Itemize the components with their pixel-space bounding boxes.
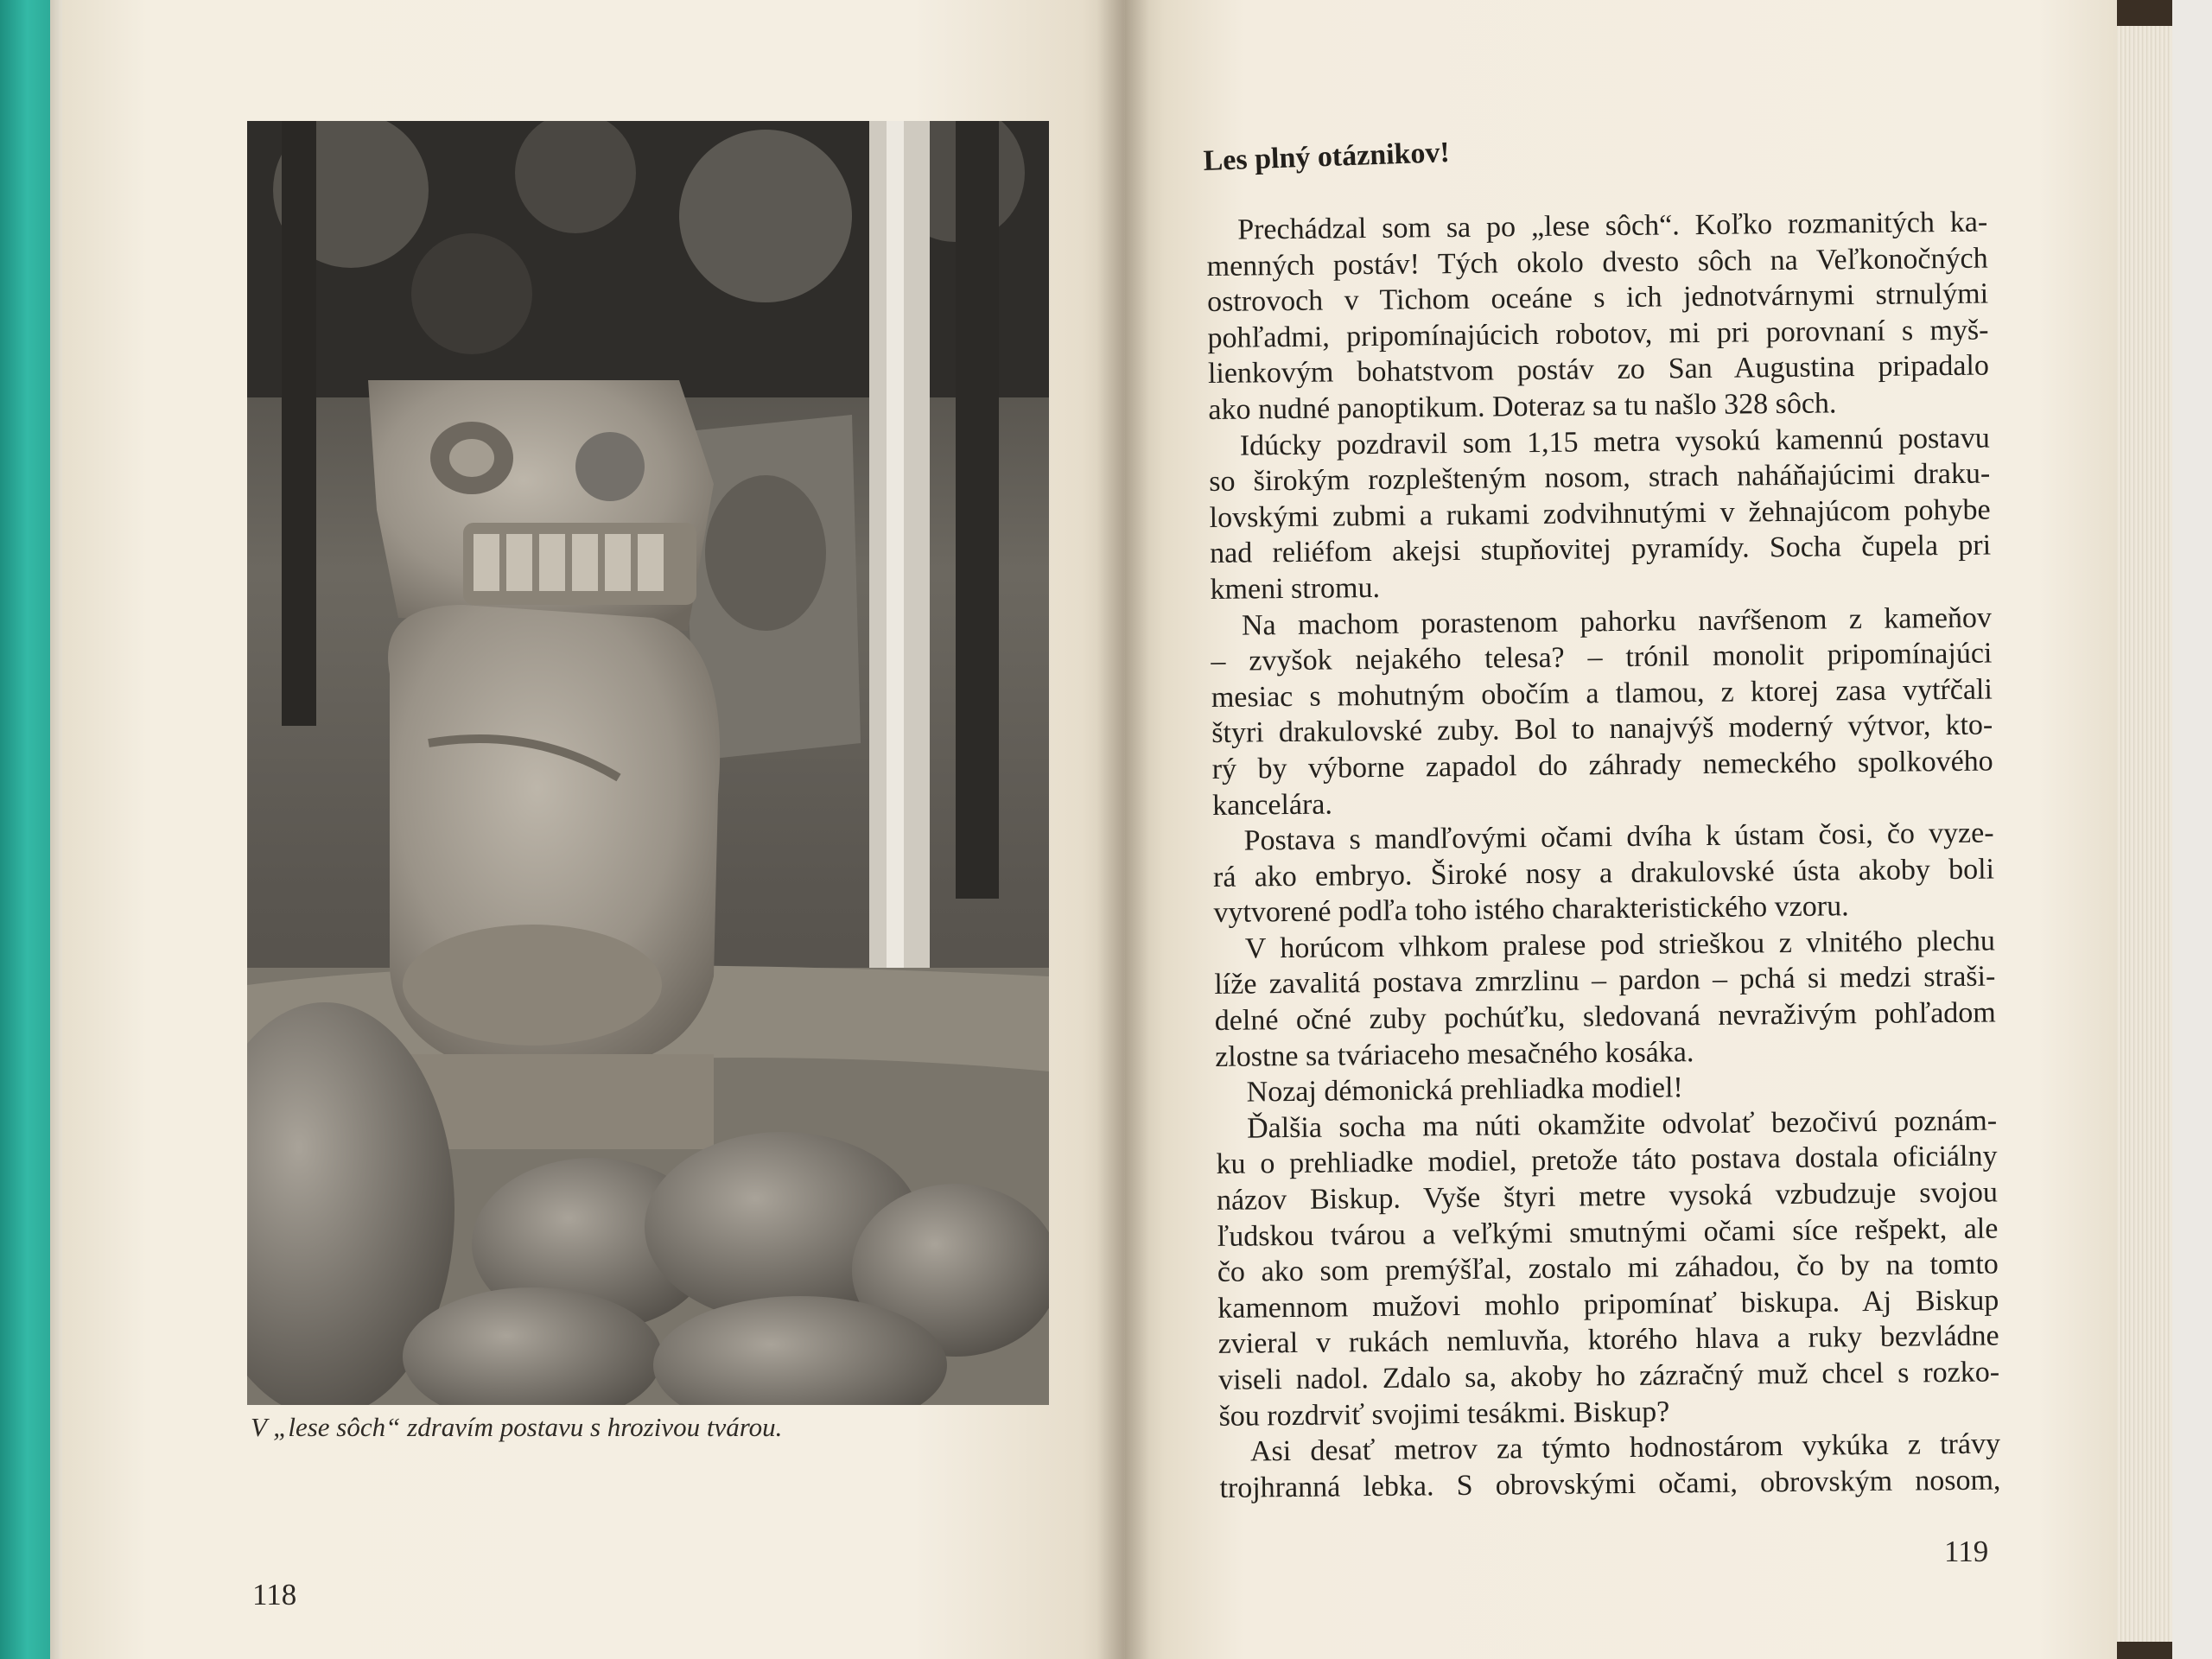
text-line: líže zavalitá postava zmrzlinu – pardon – pchá si medzi straši-: [1214, 960, 1996, 1001]
text-line: Na machom porastenom pahorku navŕšenom z kameňov: [1241, 601, 1993, 642]
stone-statue-photo-icon: [247, 121, 1049, 1405]
text-line: nad reliéfom akejsi stupňovitej pyramídy. Socha čupela pri: [1209, 529, 1992, 570]
text-line: viseli nadol. Zdalo sa, akoby ho zázračný muž chcel s rozko-: [1217, 1356, 2000, 1396]
page-number-right: 119: [1944, 1535, 1989, 1568]
text-line: V horúcom vlhkom pralese pod strieškou z vlnitého plechu: [1244, 925, 1996, 965]
book-gutter: [1097, 0, 1149, 1659]
text-line: kamennom mužovi mohlo pripomínať biskupa. Aj Biskup: [1217, 1284, 1999, 1325]
text-line: Nozaj démonická prehliadka modiel!: [1246, 1071, 1683, 1109]
text-line: so širokým rozplešteným nosom, strach naháňajúcimi draku-: [1209, 457, 1991, 499]
text-line: ku o prehliadke modiel, pretože táto postava dostala oficiálny: [1216, 1140, 1998, 1181]
text-line: lienkovým bohatstvom postáv zo San Augustina pripadalo: [1207, 349, 1990, 391]
text-line: Asi desať metrov za týmto hodnostárom vykúka z trávy: [1249, 1427, 2001, 1468]
background-strip: [2172, 0, 2212, 1659]
text-line: čo ako som premýšľal, zostalo mi záhadou, čo by na tomto: [1217, 1248, 1999, 1289]
text-line: kmeni stromu.: [1210, 571, 1381, 606]
text-line: ostrovoch v Tichom oceáne s ich jednotvárnymi strnulými: [1206, 277, 1989, 319]
text-line: zvieral v rukách nemluvňa, ktorého hlava a ruky bezvládne: [1217, 1319, 1999, 1361]
text-line: Prechádzal som sa po „lese sôch“. Koľko rozmanitých ka-: [1237, 206, 1988, 246]
text-line: lovskými zubmi a rukami zodvihnutými v žehnajúcom pohybe: [1209, 493, 1991, 534]
chapter-heading: Les plný otáznikov!: [1203, 137, 1451, 177]
text-line: štyri drakulovské zuby. Bol to nanajvýš moderný výtvor, kto-: [1211, 709, 1993, 750]
text-line: názov Biskup. Vyše štyri metre vysoká vzbudzuje svojou: [1216, 1176, 1999, 1217]
text-line: zlostne sa tváriaceho mesačného kosáka.: [1215, 1035, 1694, 1073]
page-stack-edge: [2117, 26, 2172, 1642]
page-number-left: 118: [252, 1578, 297, 1611]
text-line: ako nudné panoptikum. Doteraz sa tu našlo 328 sôch.: [1208, 387, 1837, 426]
text-line: – zvyšok nejakého telesa? – trónil monolit pripomínajúci: [1211, 637, 1993, 678]
text-line: trojhranná lebka. S obrovskými očami, obrovským nosom,: [1219, 1464, 2001, 1504]
body-text: [1206, 205, 2001, 1507]
photo-caption: V „lese sôch“ zdravím postavu s hrozivou tvárou.: [251, 1412, 783, 1442]
text-line: menných postáv! Tých okolo dvesto sôch na Veľkonočných: [1206, 242, 1988, 283]
text-line: mesiac s mohutným obočím a tlamou, z ktorej zasa vytŕčali: [1211, 673, 1993, 714]
text-line: Ďalšia socha ma núti okamžite odvolať bezočivú poznám-: [1246, 1104, 1998, 1145]
text-line: Postava s mandľovými očami dvíha k ústam čosi, čo vyze-: [1243, 817, 1994, 857]
text-line: kancelára.: [1211, 788, 1333, 822]
text-line: Idúcky pozdravil som 1,15 metra vysokú kamennú postavu: [1239, 422, 1990, 462]
text-line: ľudskou tvárou a veľkými smutnými očami síce rešpekt, ale: [1217, 1212, 1999, 1253]
text-line: šou rozdrviť svojimi tesákmi. Biskup?: [1218, 1395, 1670, 1433]
text-line: pohľadmi, pripomínajúcich robotov, mi pri porovnaní s myš-: [1207, 314, 1989, 354]
text-line: rý by výborne zapadol do záhrady nemeckého spolkového: [1211, 745, 1993, 785]
text-line: vytvorené podľa toho istého charakteristického vzoru.: [1213, 890, 1849, 930]
statue-photo: [247, 121, 1049, 1405]
text-line: rá ako embryo. Široké nosy a drakulovské ústa akoby boli: [1212, 853, 1995, 893]
text-line: delné očné zuby pochúťku, sledovaná nevraživým pohľadom: [1214, 996, 1996, 1038]
